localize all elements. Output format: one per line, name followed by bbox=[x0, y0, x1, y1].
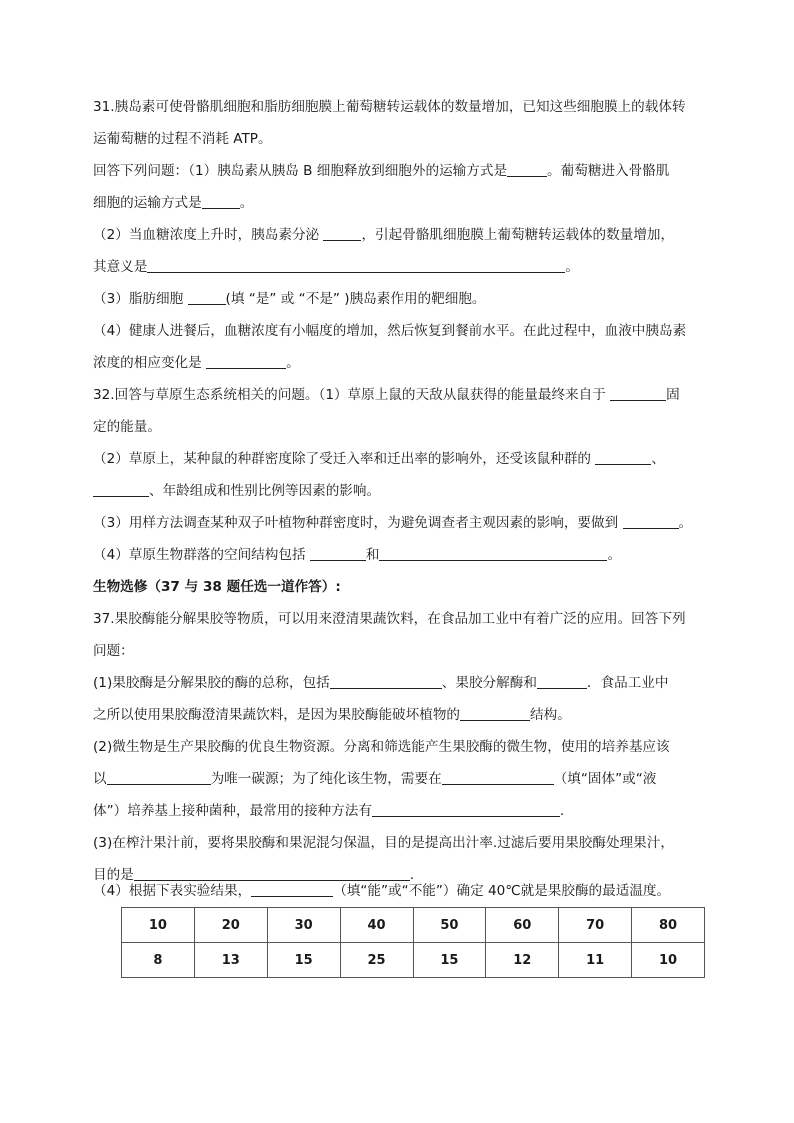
table-cell: 20 bbox=[194, 908, 267, 943]
q32-line-5: （3）用样方法调查某种双子叶植物种群密度时，为避免调查者主观因素的影响，要做到 。 bbox=[93, 515, 693, 531]
q31-line-3: 回答下列问题：（1）胰岛素从胰岛 B 细胞释放到细胞外的运输方式是 。葡萄糖进入骨骼肌 bbox=[93, 163, 670, 179]
q37-line-8: (3)在榨汁果汁前，要将果胶酶和果泥混匀保温，目的是提高出汁率.过滤后要用果胶酶处理果汁， bbox=[93, 835, 674, 851]
answer-blank[interactable] bbox=[460, 706, 530, 721]
table-cell: 70 bbox=[559, 908, 632, 943]
table-row bbox=[122, 908, 705, 943]
result-table bbox=[121, 907, 705, 978]
q37-line-7: 体”）培养基上接种菌种，最常用的接种方法有 . bbox=[93, 803, 565, 819]
table-cell: 30 bbox=[267, 908, 340, 943]
answer-blank[interactable] bbox=[251, 882, 333, 897]
q37-line-3: (1)果胶酶是分解果胶的酶的总称，包括 、果胶分解酶和 ．食品工业中 bbox=[93, 675, 669, 691]
answer-blank[interactable] bbox=[330, 674, 442, 689]
answer-blank[interactable] bbox=[610, 386, 666, 401]
answer-blank[interactable] bbox=[507, 162, 547, 177]
q37-line-9: 目的是 . bbox=[93, 867, 415, 883]
q31-line-7: （3）脂肪细胞 (填 “是” 或 “不是” )胰岛素作用的靶细胞。 bbox=[93, 291, 486, 307]
q37-line-10-text: （4）根据下表实验结果， （填“能”或“不能”）确定 40℃就是果胶酶的最适温度。 bbox=[93, 883, 671, 899]
answer-blank[interactable] bbox=[93, 482, 149, 497]
table-cell: 25 bbox=[340, 943, 413, 978]
q37-line-2: 问题： bbox=[93, 643, 134, 659]
table-cell: 8 bbox=[122, 943, 195, 978]
answer-blank[interactable] bbox=[623, 514, 679, 529]
answer-blank[interactable] bbox=[310, 546, 366, 561]
table-cell: 13 bbox=[194, 943, 267, 978]
q31-line-1 bbox=[93, 97, 686, 117]
q31-line-9: 浓度的相应变化是 。 bbox=[93, 355, 300, 371]
q31-line-8: （4）健康人进餐后，血糖浓度有小幅度的增加，然后恢复到餐前水平。在此过程中，血液中胰岛素 bbox=[93, 323, 687, 339]
q31-line-5: （2）当血糖浓度上升时，胰岛素分泌 ，引起骨骼肌细胞膜上葡萄糖转运载体的数量增加， bbox=[93, 227, 675, 243]
q37-line-4: 之所以使用果胶酶澄清果蔬饮料，是因为果胶酶能破坏植物的 结构。 bbox=[93, 707, 571, 723]
answer-blank[interactable] bbox=[134, 866, 410, 881]
q37-line-5: (2)微生物是生产果胶酶的优良生物资源。分离和筛选能产生果胶酶的微生物，使用的培养基应该 bbox=[93, 739, 670, 755]
answer-blank[interactable] bbox=[537, 674, 587, 689]
answer-blank[interactable] bbox=[188, 290, 226, 305]
section-title: 生物选修（37 与 38 题任选一道作答）: bbox=[93, 579, 341, 595]
answer-blank[interactable] bbox=[107, 770, 211, 785]
table-cell: 12 bbox=[486, 943, 559, 978]
q31-text: 运葡萄糖的过程不消耗 ATP。 bbox=[93, 131, 272, 147]
table-cell: 50 bbox=[413, 908, 486, 943]
q31-text: 31.胰岛素可使骨骼肌细胞和脂肪细胞膜上葡萄糖转运载体的数量增加，已知这些细胞膜上的载体转 bbox=[93, 99, 686, 115]
answer-blank[interactable] bbox=[372, 802, 560, 817]
answer-blank[interactable] bbox=[442, 770, 554, 785]
table-cell: 60 bbox=[486, 908, 559, 943]
table-row bbox=[122, 943, 705, 978]
q31-line-2 bbox=[93, 129, 272, 149]
q32-line-2: 定的能量。 bbox=[93, 419, 161, 435]
table-cell: 10 bbox=[122, 908, 195, 943]
table-cell: 15 bbox=[267, 943, 340, 978]
q32-line-6: （4）草原生物群落的空间结构包括 和 。 bbox=[93, 547, 622, 563]
answer-blank[interactable] bbox=[202, 194, 240, 209]
table-cell: 40 bbox=[340, 908, 413, 943]
answer-blank[interactable] bbox=[379, 546, 607, 561]
answer-blank[interactable] bbox=[323, 226, 361, 241]
table-cell: 10 bbox=[632, 943, 705, 978]
q37-line-1: 37.果胶酶能分解果胶等物质，可以用来澄清果蔬饮料，在食品加工业中有着广泛的应用。回答下列 bbox=[93, 611, 686, 627]
table-cell: 15 bbox=[413, 943, 486, 978]
q31-line-4: 细胞的运输方式是 。 bbox=[93, 195, 254, 211]
table-cell: 80 bbox=[632, 908, 705, 943]
q32-line-3: （2）草原上，某种鼠的种群密度除了受迁入率和迁出率的影响外，还受该鼠种群的 、 bbox=[93, 451, 665, 467]
answer-blank[interactable] bbox=[595, 450, 651, 465]
q31-line-6: 其意义是 。 bbox=[93, 259, 579, 275]
q32-line-1: 32.回答与草原生态系统相关的问题。（1）草原上鼠的天敌从鼠获得的能量最终来自于 固 bbox=[93, 387, 680, 403]
answer-blank[interactable] bbox=[206, 354, 286, 369]
answer-blank[interactable] bbox=[147, 258, 565, 273]
q32-line-4: 、年龄组成和性别比例等因素的影响。 bbox=[93, 481, 380, 501]
table-cell: 11 bbox=[559, 943, 632, 978]
q37-line-6: 以 为唯一碳源；为了纯化该生物，需要在 （填“固体”或“液 bbox=[93, 771, 657, 787]
